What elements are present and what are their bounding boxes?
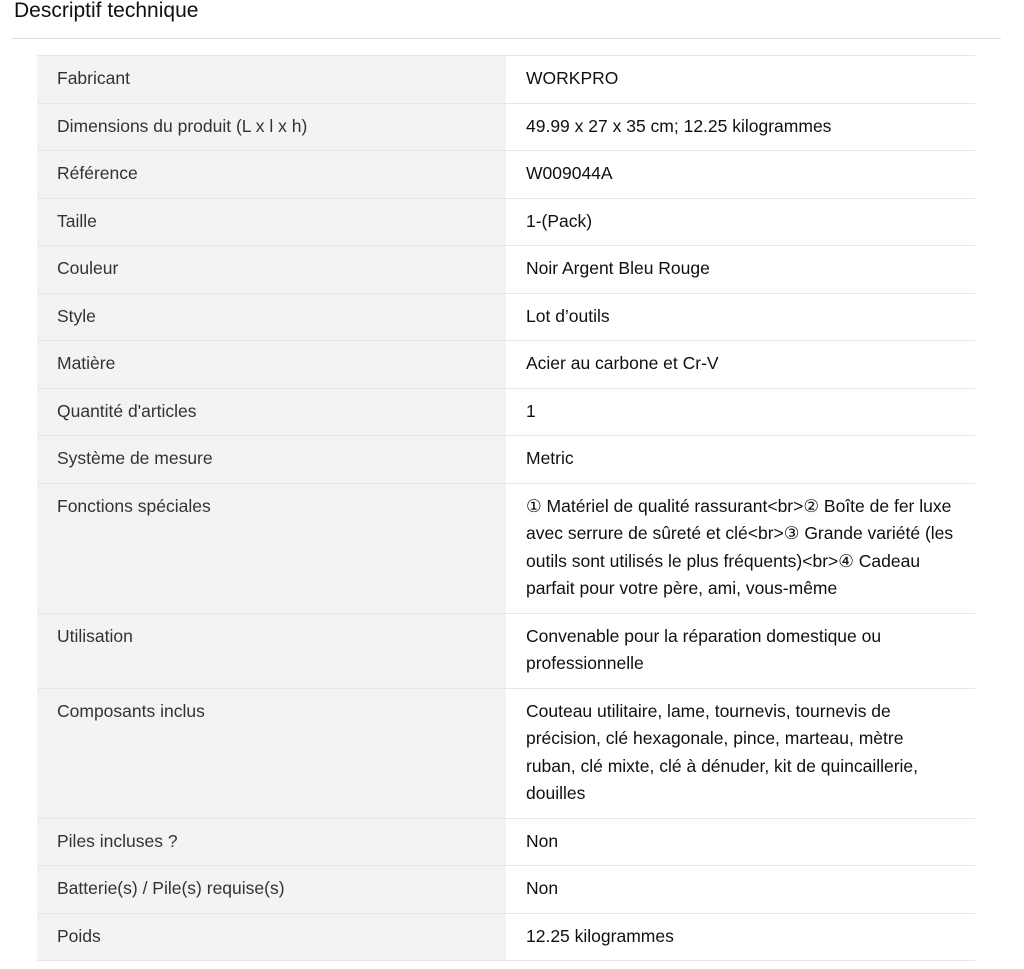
table-row bbox=[37, 818, 975, 866]
spec-label: Fabricant bbox=[37, 56, 506, 104]
spec-value: Non bbox=[506, 818, 975, 866]
spec-value: ① Matériel de qualité rassurant<br>② Boîte de fer luxe avec serrure de sûreté et clé<br>③ Grande variété (les outils sont utilisés le plus fréquents)<br>④ Cadeau parfait pour votre père, ami, vous-même bbox=[506, 483, 975, 613]
spec-value: 12.25 kilogrammes bbox=[506, 913, 975, 961]
table-row bbox=[37, 246, 975, 294]
table-row bbox=[37, 151, 975, 199]
spec-value: Convenable pour la réparation domestique ou professionnelle bbox=[506, 613, 975, 688]
spec-label: Couleur bbox=[37, 246, 506, 294]
spec-value: 49.99 x 27 x 35 cm; 12.25 kilogrammes bbox=[506, 103, 975, 151]
table-row bbox=[37, 341, 975, 389]
spec-label: Piles incluses ? bbox=[37, 818, 506, 866]
spec-value: 1-(Pack) bbox=[506, 198, 975, 246]
spec-label: Fonctions spéciales bbox=[37, 483, 506, 613]
spec-label: Composants inclus bbox=[37, 688, 506, 818]
spec-label: Taille bbox=[37, 198, 506, 246]
spec-value: Noir Argent Bleu Rouge bbox=[506, 246, 975, 294]
spec-label: Système de mesure bbox=[37, 436, 506, 484]
table-row bbox=[37, 613, 975, 688]
table-row bbox=[37, 688, 975, 818]
spec-label: Batterie(s) / Pile(s) requise(s) bbox=[37, 866, 506, 914]
spec-value: Lot d’outils bbox=[506, 293, 975, 341]
table-row bbox=[37, 436, 975, 484]
spec-value: Couteau utilitaire, lame, tournevis, tournevis de précision, clé hexagonale, pince, marteau, mètre ruban, clé mixte, clé à dénuder, kit de quincaillerie, douilles bbox=[506, 688, 975, 818]
table-row bbox=[37, 913, 975, 961]
table-row bbox=[37, 56, 975, 104]
spec-label: Style bbox=[37, 293, 506, 341]
spec-value: Non bbox=[506, 866, 975, 914]
spec-value: Acier au carbone et Cr-V bbox=[506, 341, 975, 389]
table-row bbox=[37, 103, 975, 151]
spec-value: W009044A bbox=[506, 151, 975, 199]
section-title: Descriptif technique bbox=[14, 0, 199, 22]
spec-value: WORKPRO bbox=[506, 56, 975, 104]
spec-label: Utilisation bbox=[37, 613, 506, 688]
table-row bbox=[37, 866, 975, 914]
table-row bbox=[37, 293, 975, 341]
spec-label: Quantité d'articles bbox=[37, 388, 506, 436]
table-row bbox=[37, 388, 975, 436]
spec-value: Metric bbox=[506, 436, 975, 484]
spec-label: Matière bbox=[37, 341, 506, 389]
table-row bbox=[37, 198, 975, 246]
spec-value: 1 bbox=[506, 388, 975, 436]
spec-label: Référence bbox=[37, 151, 506, 199]
spec-label: Dimensions du produit (L x l x h) bbox=[37, 103, 506, 151]
table-row bbox=[37, 483, 975, 613]
title-divider bbox=[12, 38, 1001, 39]
technical-spec-table bbox=[37, 55, 975, 961]
spec-label: Poids bbox=[37, 913, 506, 961]
